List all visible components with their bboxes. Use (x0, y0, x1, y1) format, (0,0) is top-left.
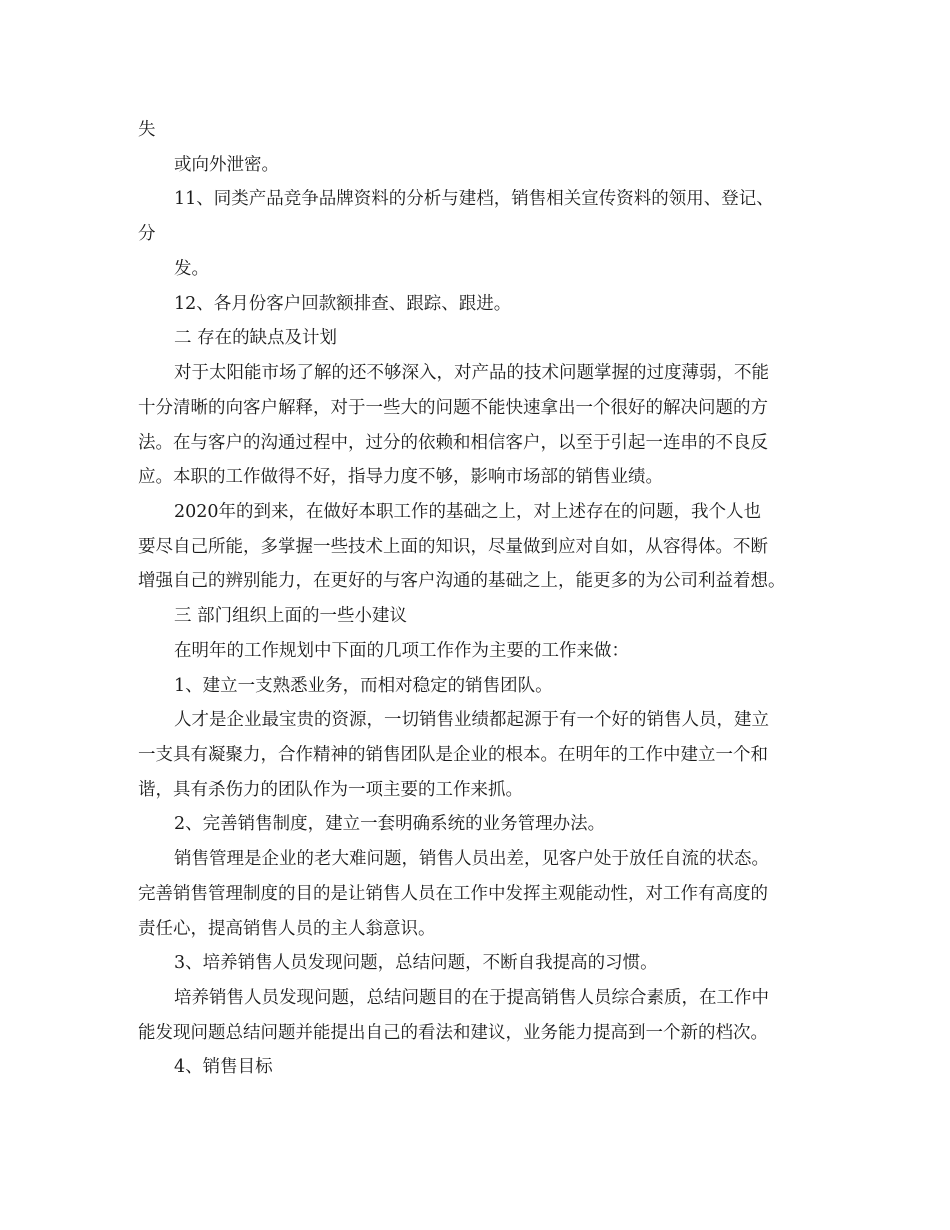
text-line: 发。 (174, 259, 209, 279)
text-line: 分 (138, 224, 156, 244)
text-line: 十分清晰的向客户解释，对于一些大的问题不能快速拿出一个很好的解决问题的方 (138, 398, 768, 418)
text-line: 或向外泄密。 (174, 155, 279, 175)
text-line: 12、各月份客户回款额排查、跟踪、跟进。 (174, 294, 512, 314)
text-line: 能发现问题总结问题并能提出自己的看法和建议，业务能力提高到一个新的档次。 (138, 1023, 768, 1043)
text-line: 在明年的工作规划中下面的几项工作作为主要的工作来做： (174, 641, 629, 661)
text-line: 应。本职的工作做得不好，指导力度不够，影响市场部的销售业绩。 (138, 467, 663, 487)
text-line: 1、建立一支熟悉业务，而相对稳定的销售团队。 (174, 676, 553, 696)
text-line: 增强自己的辨别能力，在更好的与客户沟通的基础之上，能更多的为公司利益着想。 (138, 571, 786, 591)
text-line: 培养销售人员发现问题，总结问题目的在于提高销售人员综合素质，在工作中 (174, 988, 769, 1008)
text-line: 要尽自己所能，多掌握一些技术上面的知识，尽量做到应对自如，从容得体。不断 (138, 537, 768, 557)
text-line: 11、同类产品竞争品牌资料的分析与建档，销售相关宣传资料的领用、登记、 (174, 189, 774, 209)
section-heading: 三 部门组织上面的一些小建议 (174, 606, 408, 626)
text-line: 2、完善销售制度，建立一套明确系统的业务管理办法。 (174, 814, 606, 834)
text-line: 完善销售管理制度的目的是让销售人员在工作中发挥主观能动性，对工作有高度的 (138, 884, 768, 904)
section-heading: 二 存在的缺点及计划 (174, 328, 338, 348)
text-line: 责任心，提高销售人员的主人翁意识。 (138, 919, 436, 939)
text-line: 对于太阳能市场了解的还不够深入，对产品的技术问题掌握的过度薄弱，不能 (174, 363, 769, 383)
text-line: 人才是企业最宝贵的资源，一切销售业绩都起源于有一个好的销售人员，建立 (174, 710, 769, 730)
text-line: 失 (138, 120, 156, 140)
text-line: 4、销售目标 (174, 1057, 273, 1077)
text-line: 3、培养销售人员发现问题，总结问题，不断自我提高的习惯。 (174, 953, 658, 973)
text-line: 法。在与客户的沟通过程中，过分的依赖和相信客户，以至于引起一连串的不良反 (138, 433, 768, 453)
text-line: 谐，具有杀伤力的团队作为一项主要的工作来抓。 (138, 780, 523, 800)
text-line: 销售管理是企业的老大难问题，销售人员出差，见客户处于放任自流的状态。 (174, 849, 769, 869)
text-line: 一支具有凝聚力，合作精神的销售团队是企业的根本。在明年的工作中建立一个和 (138, 745, 768, 765)
text-line: 2020年的到来，在做好本职工作的基础之上，对上述存在的问题，我个人也 (174, 502, 762, 522)
